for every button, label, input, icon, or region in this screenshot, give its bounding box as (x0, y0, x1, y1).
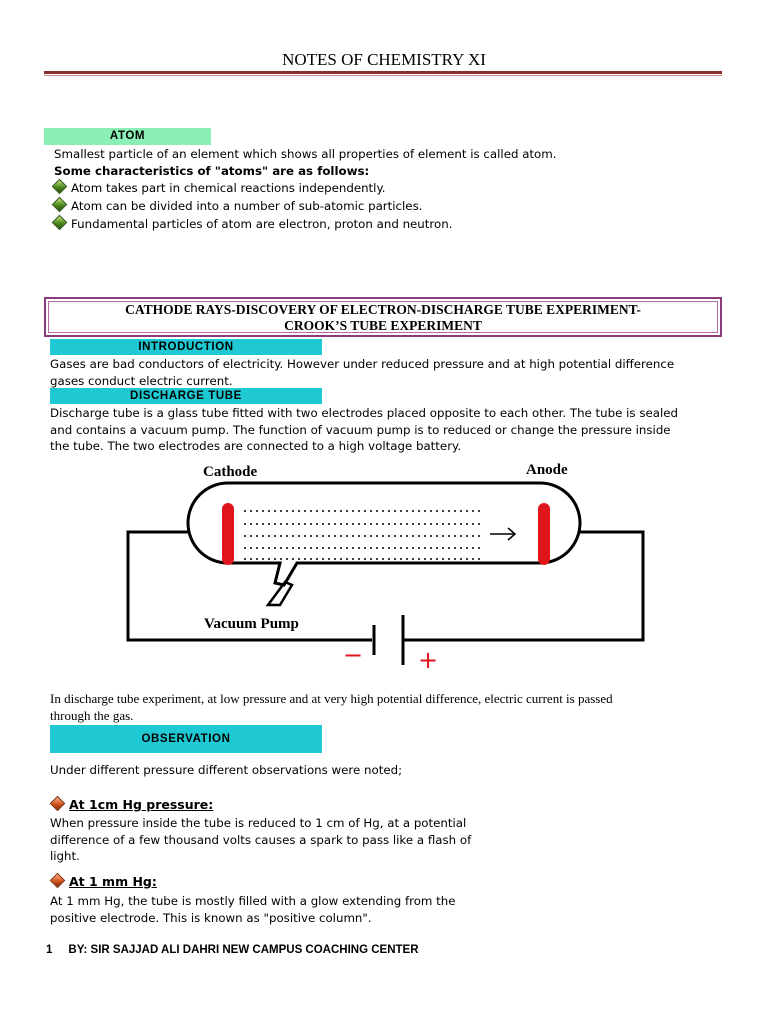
header-rule-thin (44, 75, 722, 76)
plus-sign: + (418, 646, 439, 674)
discharge-tube-diagram (0, 455, 768, 675)
diamond-bullet-icon (52, 197, 68, 213)
text-line: When pressure inside the tube is reduced to 1 cm of Hg, at a potential (50, 816, 467, 830)
observation-heading-text: At 1 mm Hg: (69, 874, 157, 889)
observation-intro: Under different pressure different observations were noted; (50, 763, 403, 777)
vacuum-pump-label: Vacuum Pump (204, 616, 299, 632)
introduction-tag: INTRODUCTION (50, 339, 322, 355)
discharge-tube-text (50, 405, 678, 455)
text-line: positive electrode. This is known as "positive column". (50, 910, 372, 925)
text-line: gases conduct electric current. (50, 373, 233, 388)
list-item-text: Fundamental particles of atom are electron, proton and neutron. (71, 217, 453, 231)
experiment-text (50, 690, 613, 724)
text-line: At 1 mm Hg, the tube is mostly filled with a glow extending from the (50, 894, 456, 908)
circuit-wire-right (404, 532, 643, 640)
text-line: Discharge tube is a glass tube fitted with two electrodes placed opposite to each other. The tube is sealed (50, 406, 678, 420)
list-item (54, 180, 386, 197)
section-title (44, 302, 722, 334)
list-item (54, 216, 452, 233)
anode-electrode (538, 503, 550, 565)
footer (46, 944, 419, 956)
glass-tube (188, 483, 580, 585)
diamond-bullet-icon (50, 873, 66, 889)
section-title-line: CATHODE RAYS-DISCOVERY OF ELECTRON-DISCHARGE TUBE EXPERIMENT- (125, 302, 641, 317)
discharge-tube-tag: DISCHARGE TUBE (50, 388, 322, 404)
observation-heading-text: At 1cm Hg pressure: (69, 797, 214, 812)
observation-heading (52, 794, 213, 813)
cathode-rays (244, 511, 482, 559)
footer-text: BY: SIR SAJJAD ALI DAHRI NEW CAMPUS COACHING CENTER (68, 944, 419, 956)
cathode-electrode (222, 503, 234, 565)
observation-text (50, 893, 456, 926)
page-title: NOTES OF CHEMISTRY XI (282, 50, 486, 69)
list-item-text: Atom can be divided into a number of sub-atomic particles. (71, 199, 423, 213)
text-line: through the gas. (50, 708, 134, 723)
text-line: the tube. The two electrodes are connected to a high voltage battery. (50, 439, 462, 453)
atom-characteristics-heading: Some characteristics of "atoms" are as follows: (54, 164, 370, 178)
diamond-bullet-icon (52, 179, 68, 195)
diamond-bullet-icon (50, 796, 66, 812)
minus-sign: − (343, 641, 364, 669)
list-item-text: Atom takes part in chemical reactions independently. (71, 181, 386, 195)
header-rule (44, 71, 722, 74)
section-title-line: CROOK’S TUBE EXPERIMENT (284, 318, 482, 333)
text-line: light. (50, 849, 80, 863)
page-number: 1 (46, 944, 53, 956)
atom-definition: Smallest particle of an element which shows all properties of element is called atom. (54, 147, 557, 161)
observation-heading (52, 871, 157, 890)
text-line: Gases are bad conductors of electricity. However under reduced pressure and at high potential difference (50, 357, 675, 371)
observation-tag: OBSERVATION (50, 725, 322, 753)
text-line: and contains a vacuum pump. The function of vacuum pump is to reduced or change the pressure inside (50, 422, 671, 437)
text-line: difference of a few thousand volts causes a spark to pass like a flash of (50, 832, 472, 847)
arrow-right-icon (490, 528, 515, 540)
introduction-text (50, 356, 674, 389)
list-item (54, 198, 422, 215)
observation-text (50, 815, 471, 865)
diamond-bullet-icon (52, 215, 68, 231)
cathode-label: Cathode (203, 464, 258, 480)
anode-label: Anode (526, 462, 568, 478)
atom-tag: ATOM (44, 128, 211, 145)
text-line: In discharge tube experiment, at low pressure and at very high potential difference, electric current is passed (50, 691, 613, 706)
